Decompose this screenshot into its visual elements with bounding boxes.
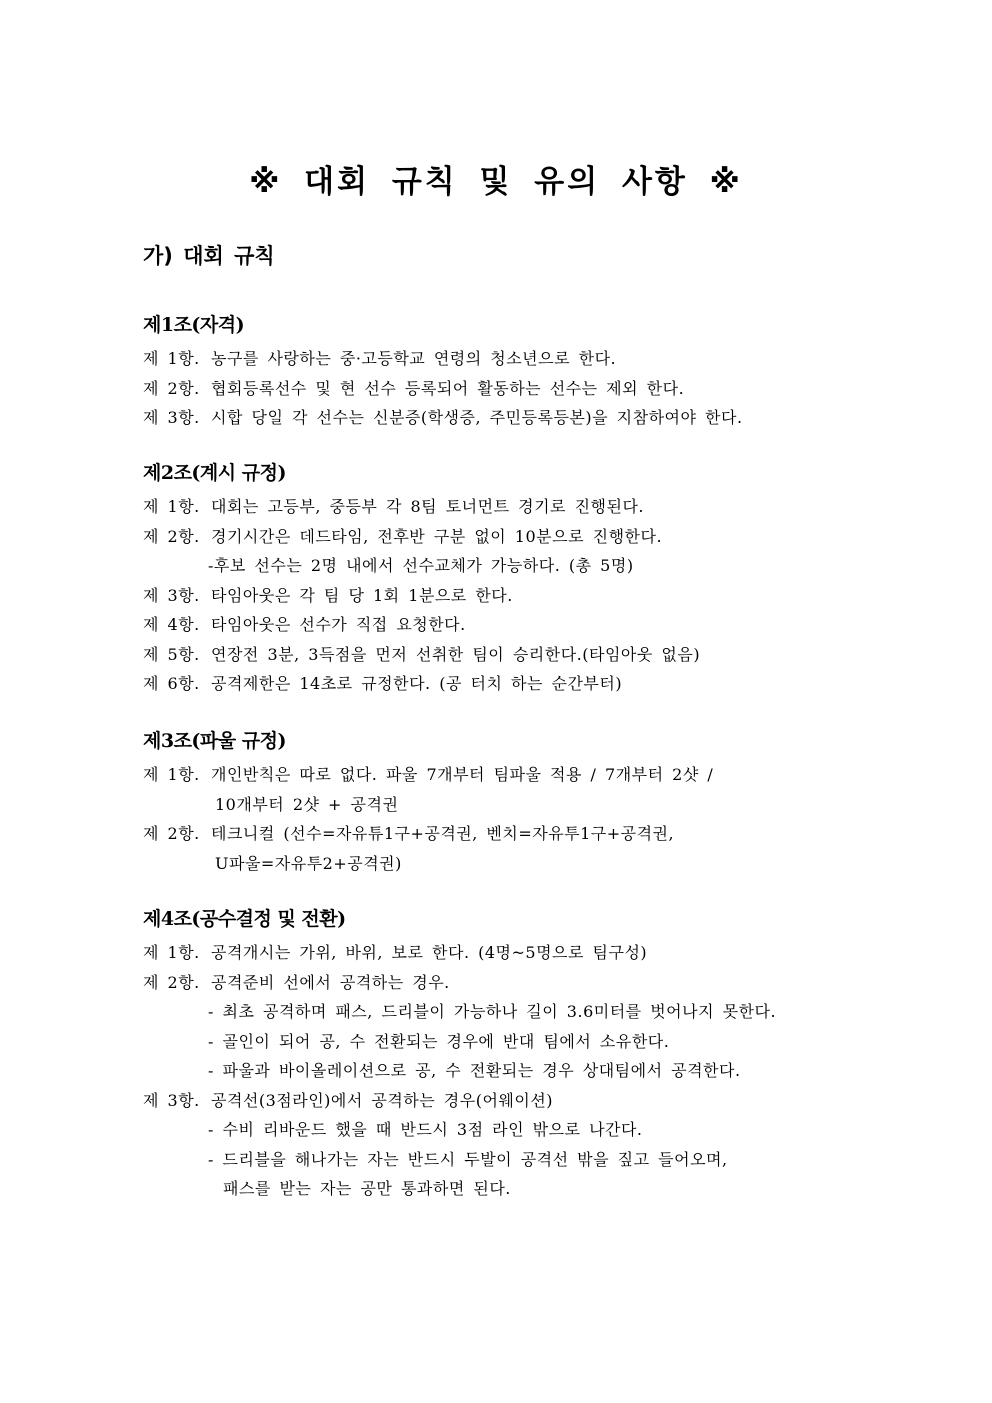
clause-number: 제 2항. xyxy=(143,378,200,398)
article-title: 제4조(공수결정 및 전환) xyxy=(143,908,346,930)
clause-continuation xyxy=(143,1174,903,1204)
clause-text: - 드리블을 해나가는 자는 반드시 두발이 공격선 밖을 짚고 들어오며, xyxy=(208,1149,728,1169)
clause-sub xyxy=(143,997,903,1027)
clause xyxy=(143,522,903,552)
article-3 xyxy=(143,726,903,878)
clause xyxy=(143,581,903,611)
clause-text: 연장전 3분, 3득점을 먼저 선취한 팀이 승리한다.(타임아웃 없음) xyxy=(211,644,701,664)
clause xyxy=(143,344,903,374)
clause-text: 시합 당일 각 선수는 신분증(학생증, 주민등록등본)을 지참하여야 한다. xyxy=(211,408,743,427)
clause-sub xyxy=(143,1115,903,1145)
clause-text: 경기시간은 데드타임, 전후반 구분 없이 10분으로 진행한다. xyxy=(211,526,663,546)
clause-number: 제 2항. xyxy=(143,972,200,992)
clause-number: 제 5항. xyxy=(143,644,200,664)
clause-number: 제 4항. xyxy=(143,615,200,634)
clause xyxy=(143,610,903,640)
clause xyxy=(143,403,903,433)
clause-text: 공격개시는 가위, 바위, 보로 한다. (4명~5명으로 팀구성) xyxy=(211,943,648,962)
clause-text: 공격선(3점라인)에서 공격하는 경우(어웨이션) xyxy=(211,1090,554,1110)
clause-text: 타임아웃은 각 팀 당 1회 1분으로 한다. xyxy=(211,585,513,605)
clause xyxy=(143,669,903,699)
article-title: 제2조(계시 규정) xyxy=(143,462,286,484)
section-heading: 가) 대회 규칙 xyxy=(143,244,275,268)
document-title: ※ 대회 규칙 및 유의 사항 ※ xyxy=(249,164,743,200)
clause-text: 테크니컬 (선수=자유튜1구+공격권, 벤치=자유투1구+공격권, xyxy=(211,824,675,843)
clause-number: 제 2항. xyxy=(143,824,200,843)
clause-text: 대회는 고등부, 중등부 각 8팀 토너먼트 경기로 진행된다. xyxy=(211,497,644,516)
clause-number: 제 1항. xyxy=(143,349,200,368)
clause xyxy=(143,492,903,522)
clause-number: 제 2항. xyxy=(143,526,200,546)
clause-text: U파울=자유투2+공격권) xyxy=(215,853,402,873)
article-4 xyxy=(143,904,903,1204)
clause xyxy=(143,819,903,849)
clause-continuation xyxy=(143,849,903,879)
clause-text: 협회등록선수 및 현 선수 등록되어 활동하는 선수는 제외 한다. xyxy=(211,378,685,398)
article-title: 제1조(자격) xyxy=(143,314,245,336)
clause-text: 개인반칙은 따로 없다. 파울 7개부터 팀파울 적용 / 7개부터 2샷 / xyxy=(211,765,714,784)
clause-continuation xyxy=(143,790,903,820)
clause-text: 공격제한은 14초로 규정한다. (공 터치 하는 순간부터) xyxy=(211,674,623,693)
clause-sub xyxy=(143,1056,903,1086)
clause xyxy=(143,968,903,998)
clause-number: 제 3항. xyxy=(143,1090,200,1110)
clause-text: 패스를 받는 자는 공만 통과하면 된다. xyxy=(223,1179,511,1198)
clause-text: -후보 선수는 2명 내에서 선수교체가 가능하다. (총 5명) xyxy=(208,556,634,575)
clause-text: - 파울과 바이올레이션으로 공, 수 전환되는 경우 상대팀에서 공격한다. xyxy=(208,1061,741,1080)
clause-sub xyxy=(143,551,903,581)
clause-text: 농구를 사랑하는 중·고등학교 연령의 청소년으로 한다. xyxy=(211,349,617,368)
clause-number: 제 6항. xyxy=(143,674,200,693)
clause-number: 제 1항. xyxy=(143,943,200,962)
clause-sub xyxy=(143,1145,903,1175)
article-1 xyxy=(143,310,903,433)
clause xyxy=(143,640,903,670)
clause-text: - 골인이 되어 공, 수 전환되는 경우에 반대 팀에서 소유한다. xyxy=(208,1031,670,1051)
clause-number: 제 1항. xyxy=(143,497,200,516)
clause-text: - 수비 리바운드 했을 때 반드시 3점 라인 밖으로 나간다. xyxy=(208,1120,643,1139)
clause-text: 공격준비 선에서 공격하는 경우. xyxy=(211,972,450,992)
clause-number: 제 1항. xyxy=(143,765,200,784)
article-2 xyxy=(143,458,903,699)
clause xyxy=(143,374,903,404)
clause-text: - 최초 공격하며 패스, 드리블이 가능하나 길이 3.6미터를 벗어나지 못한다. xyxy=(208,1002,777,1021)
clause xyxy=(143,760,903,790)
clause xyxy=(143,1086,903,1116)
article-title: 제3조(파울 규정) xyxy=(143,730,286,752)
clause-number: 제 3항. xyxy=(143,408,200,427)
clause xyxy=(143,938,903,968)
clause-sub xyxy=(143,1027,903,1057)
clause-number: 제 3항. xyxy=(143,585,200,605)
clause-text: 10개부터 2샷 + 공격권 xyxy=(215,794,399,814)
clause-text: 타임아웃은 선수가 직접 요청한다. xyxy=(211,615,466,634)
